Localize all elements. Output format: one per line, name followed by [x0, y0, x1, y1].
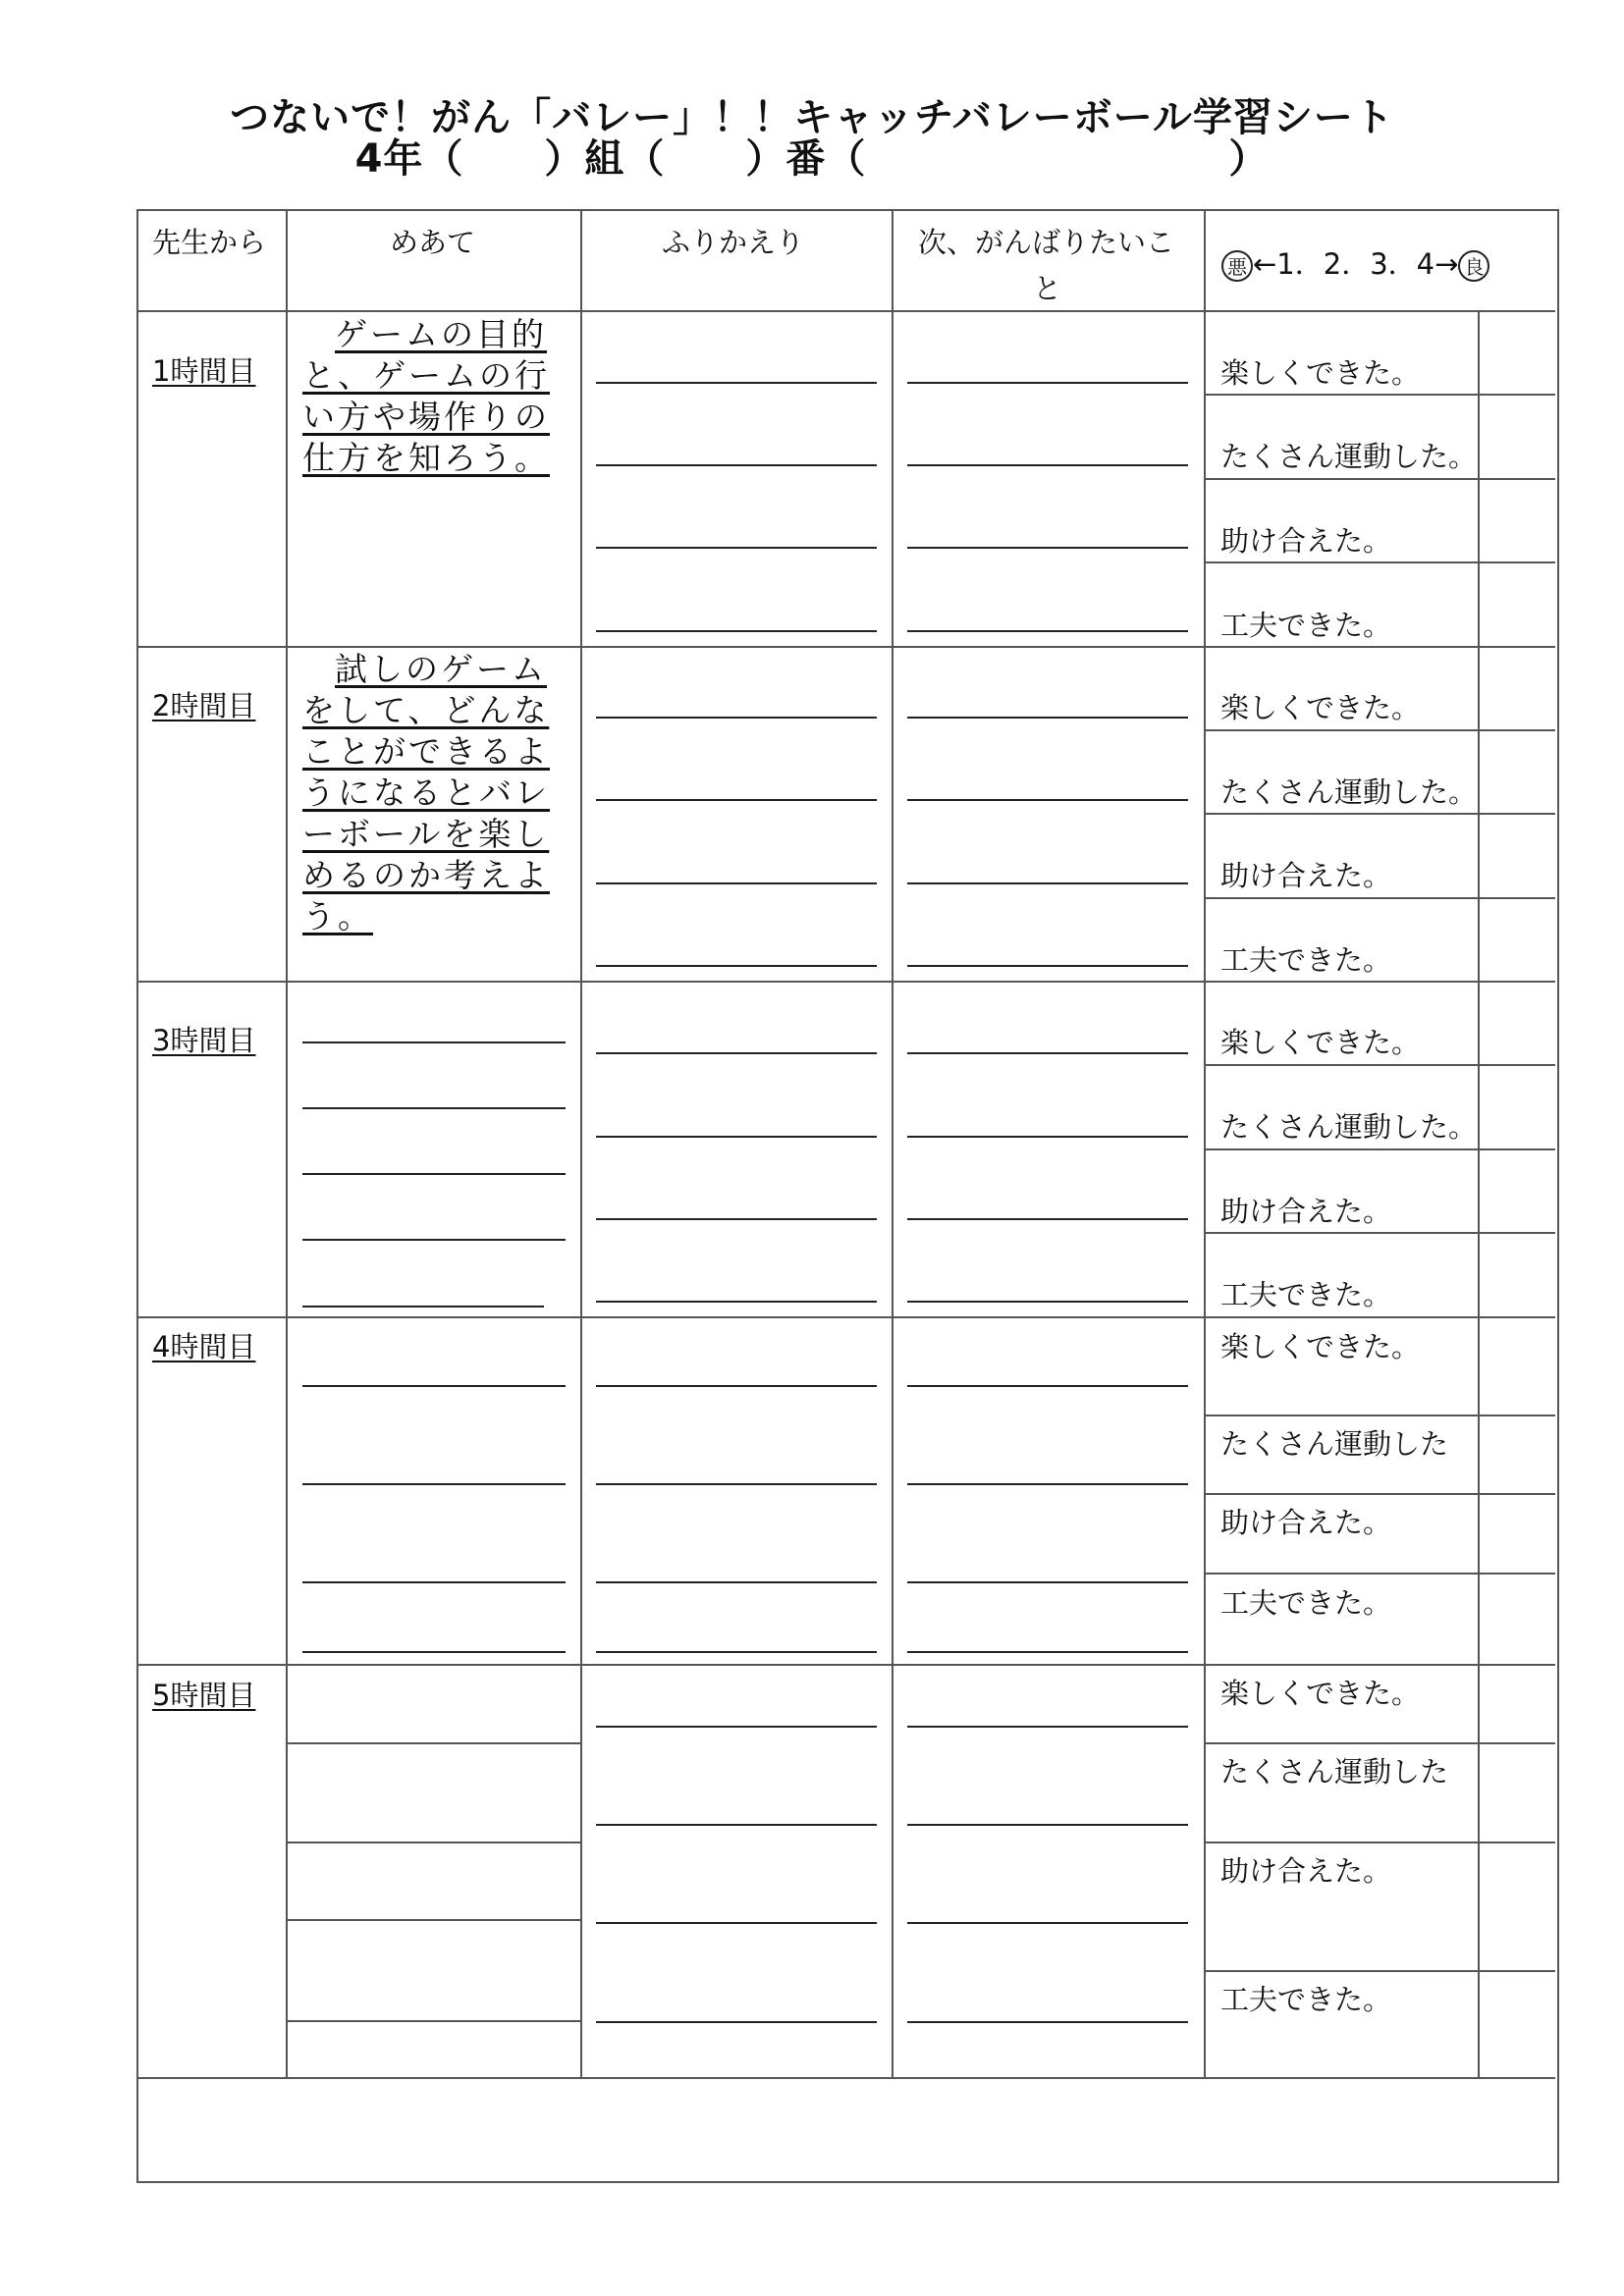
header-next-goal-cont: と — [1033, 272, 1062, 305]
criteria-fun: 楽しくできた。 — [1220, 356, 1421, 390]
scale-numbers: ←1．2．3．4→ — [1253, 247, 1459, 281]
criteria-exercise: たくさん運動した — [1220, 1427, 1449, 1461]
criteria-ideas: 工夫できた。 — [1220, 1278, 1392, 1311]
session-2-goal: 試しのゲームをして、どんなことができるようになるとバレーボールを楽しめるのか考えよう。 — [302, 650, 550, 935]
criteria-fun: 楽しくできた。 — [1220, 1677, 1421, 1710]
session-4-label: 4時間目 — [152, 1330, 256, 1363]
criteria-help: 助け合えた。 — [1220, 524, 1392, 558]
session-1-goal: ゲームの目的と、ゲームの行い方や場作りの仕方を知ろう。 — [302, 315, 550, 477]
session-5-label: 5時間目 — [152, 1679, 256, 1712]
criteria-fun: 楽しくできた。 — [1220, 691, 1421, 724]
criteria-ideas: 工夫できた。 — [1220, 943, 1392, 977]
sheet-title: つないで！がん「バレー」！！キャッチバレーボール学習シート — [230, 95, 1394, 140]
criteria-ideas: 工夫できた。 — [1220, 1586, 1392, 1620]
criteria-ideas: 工夫できた。 — [1220, 1983, 1392, 2016]
criteria-exercise: たくさん運動した — [1220, 1755, 1449, 1789]
session-2-label: 2時間目 — [152, 689, 256, 722]
bad-mark-icon: 悪 — [1221, 250, 1253, 282]
header-next-goal: 次、がんばりたいこ — [918, 226, 1175, 259]
criteria-exercise: たくさん運動した。 — [1220, 775, 1478, 809]
criteria-help: 助け合えた。 — [1220, 1506, 1392, 1539]
criteria-help: 助け合えた。 — [1220, 1854, 1392, 1888]
session-3-label: 3時間目 — [152, 1024, 256, 1057]
header-goal: めあて — [390, 226, 476, 259]
criteria-fun: 楽しくできた。 — [1220, 1330, 1421, 1363]
criteria-help: 助け合えた。 — [1220, 1195, 1392, 1228]
header-reflection: ふりかえり — [662, 226, 805, 259]
header-rating-scale — [1221, 242, 1489, 283]
criteria-ideas: 工夫できた。 — [1220, 609, 1392, 642]
session-1-label: 1時間目 — [152, 354, 256, 388]
criteria-exercise: たくさん運動した。 — [1220, 1110, 1478, 1144]
good-mark-icon: 良 — [1458, 250, 1489, 282]
criteria-fun: 楽しくできた。 — [1220, 1026, 1421, 1059]
criteria-exercise: たくさん運動した。 — [1220, 440, 1478, 473]
criteria-help: 助け合えた。 — [1220, 859, 1392, 892]
student-info-line: 4年（ ）組（ ）番（ ） — [354, 136, 1270, 182]
header-teacher: 先生から — [152, 226, 267, 259]
